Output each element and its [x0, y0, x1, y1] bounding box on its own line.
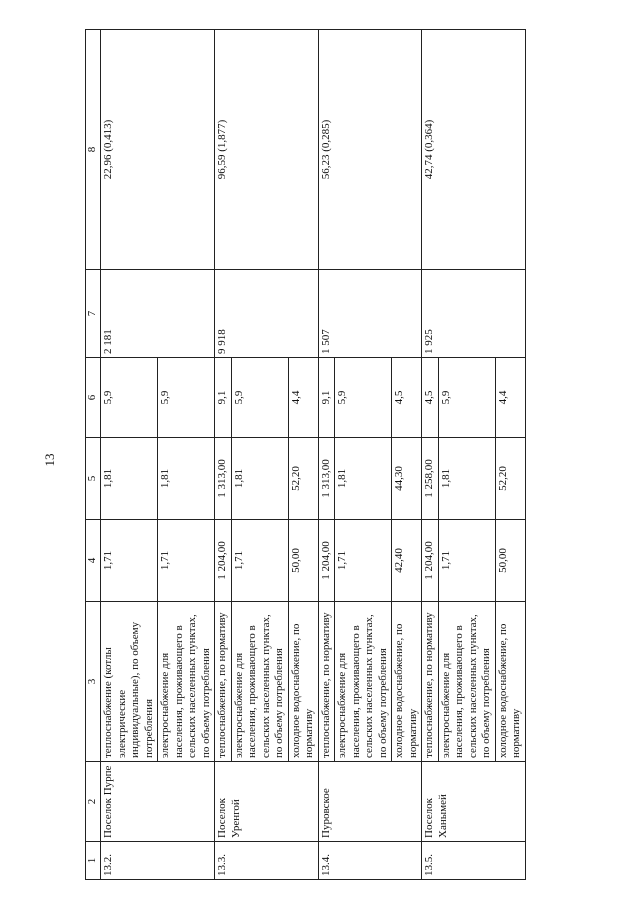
value-cell: 52,20	[495, 438, 525, 520]
value-cell: 1,71	[101, 520, 158, 602]
value-cell: 1,81	[335, 438, 392, 520]
service-name: теплоснабжение (котлы электрические индивидуальные), по объему потребления	[101, 602, 158, 762]
value-cell: 1,71	[158, 520, 215, 602]
total-cell: 22,96 (0,413)	[101, 30, 215, 270]
value-cell: 5,9	[438, 358, 495, 438]
total-cell: 96,59 (1,877)	[215, 30, 319, 270]
settlement-name: Поселок Уренгой	[215, 762, 319, 842]
value-cell: 1,71	[438, 520, 495, 602]
service-name: электроснабжение для населения, проживающего в сельских населенных пунктах, по объему потребления	[335, 602, 392, 762]
service-name: теплоснабжение, по нормативу	[215, 602, 232, 762]
value-cell: 1 204,00	[318, 520, 335, 602]
settlement-name: Поселок Ханымей	[422, 762, 526, 842]
service-name: холодное водоснабжение, по нормативу	[288, 602, 318, 762]
service-name: теплоснабжение, по нормативу	[422, 602, 439, 762]
value-cell: 1 313,00	[215, 438, 232, 520]
population-cell: 2 181	[101, 270, 215, 358]
value-cell: 1 204,00	[422, 520, 439, 602]
service-name: электроснабжение для населения, проживающего в сельских населенных пунктах, по объему потребления	[438, 602, 495, 762]
row-number: 13.5.	[422, 842, 526, 880]
value-cell: 50,00	[288, 520, 318, 602]
header-cell: 6	[86, 358, 101, 438]
service-name: холодное водоснабжение, по нормативу	[495, 602, 525, 762]
value-cell: 1,71	[231, 520, 288, 602]
value-cell: 1 204,00	[215, 520, 232, 602]
service-name: электроснабжение для населения, проживающего в сельских населенных пунктах, по объему потребления	[158, 602, 215, 762]
total-cell: 42,74 (0,364)	[422, 30, 526, 270]
value-cell: 9,1	[318, 358, 335, 438]
value-cell: 1 313,00	[318, 438, 335, 520]
value-cell: 50,00	[495, 520, 525, 602]
value-cell: 1,71	[335, 520, 392, 602]
value-cell: 4,4	[495, 358, 525, 438]
service-name: холодное водоснабжение, по нормативу	[392, 602, 422, 762]
value-cell: 44,30	[392, 438, 422, 520]
value-cell: 52,20	[288, 438, 318, 520]
service-name: теплоснабжение, по нормативу	[318, 602, 335, 762]
population-cell: 1 507	[318, 270, 422, 358]
value-cell: 1,81	[231, 438, 288, 520]
value-cell: 5,9	[335, 358, 392, 438]
total-cell: 56,23 (0,285)	[318, 30, 422, 270]
page-number: 13	[42, 453, 57, 467]
table-row	[318, 30, 335, 880]
value-cell: 1,81	[101, 438, 158, 520]
value-cell: 4,4	[288, 358, 318, 438]
header-cell: 4	[86, 520, 101, 602]
value-cell: 9,1	[215, 358, 232, 438]
header-row	[86, 30, 101, 880]
header-cell: 5	[86, 438, 101, 520]
value-cell: 4,5	[422, 358, 439, 438]
service-name: электроснабжение для населения, проживающего в сельских населенных пунктах, по объему потребления	[231, 602, 288, 762]
header-cell: 8	[86, 30, 101, 270]
header-cell: 3	[86, 602, 101, 762]
value-cell: 5,9	[231, 358, 288, 438]
row-number: 13.3.	[215, 842, 319, 880]
table-row	[101, 30, 158, 880]
value-cell: 5,9	[158, 358, 215, 438]
settlement-name: Пуровское	[318, 762, 422, 842]
row-number: 13.2.	[101, 842, 215, 880]
value-cell: 5,9	[101, 358, 158, 438]
value-cell: 1 258,00	[422, 438, 439, 520]
rotated-table-container	[85, 30, 620, 880]
header-cell: 7	[86, 270, 101, 358]
value-cell: 4,5	[392, 358, 422, 438]
value-cell: 42,40	[392, 520, 422, 602]
value-cell: 1,81	[438, 438, 495, 520]
value-cell: 1,81	[158, 438, 215, 520]
table-row	[215, 30, 232, 880]
tariff-table	[85, 29, 526, 880]
population-cell: 9 918	[215, 270, 319, 358]
population-cell: 1 925	[422, 270, 526, 358]
row-number: 13.4.	[318, 842, 422, 880]
settlement-name: Поселок Пурпе	[101, 762, 215, 842]
table-row	[422, 30, 439, 880]
header-cell: 1	[86, 842, 101, 880]
header-cell: 2	[86, 762, 101, 842]
